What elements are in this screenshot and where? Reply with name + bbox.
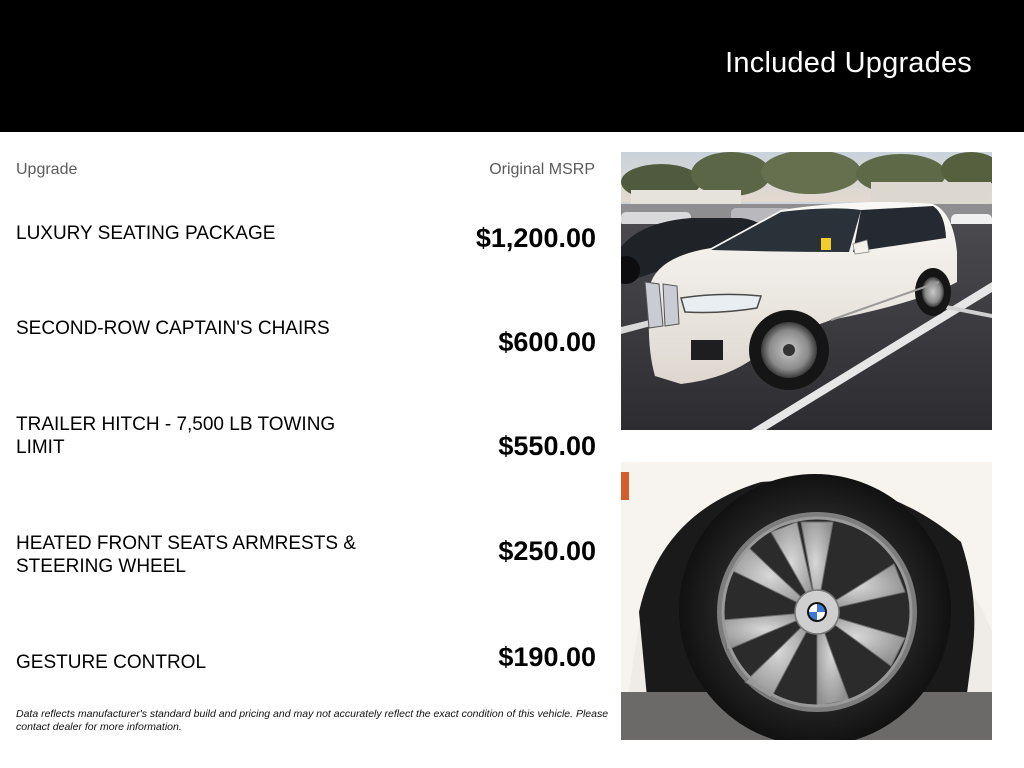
upgrade-price: $1,200.00 [475,223,596,253]
upgrade-name: HEATED FRONT SEATS ARMRESTS & STEERING WHEEL [16,533,356,577]
vehicle-photo [621,152,992,430]
wheel-photo-illustration [621,462,992,740]
upgrade-price: $190.00 [498,642,596,672]
wheel-photo [621,462,992,740]
upgrade-name: GESTURE CONTROL [16,652,207,673]
page-title: Included Upgrades [725,47,972,79]
header-bar [0,0,1024,132]
upgrade-name: TRAILER HITCH - 7,500 LB TOWING LIMIT [16,414,336,458]
column-header-msrp: Original MSRP [489,161,595,178]
column-header-upgrade: Upgrade [16,161,78,178]
upgrade-name: SECOND-ROW CAPTAIN'S CHAIRS [16,318,330,339]
upgrade-price: $600.00 [498,327,596,357]
upgrade-price: $250.00 [498,536,596,566]
upgrade-price: $550.00 [498,431,596,461]
disclaimer-text: Data reflects manufacturer's standard build and pricing and may not accurately reflect the exact condition of this vehicle. Please contact dealer for more information. [16,708,609,733]
upgrade-name: LUXURY SEATING PACKAGE [16,223,276,244]
vehicle-photo-illustration [621,152,992,430]
